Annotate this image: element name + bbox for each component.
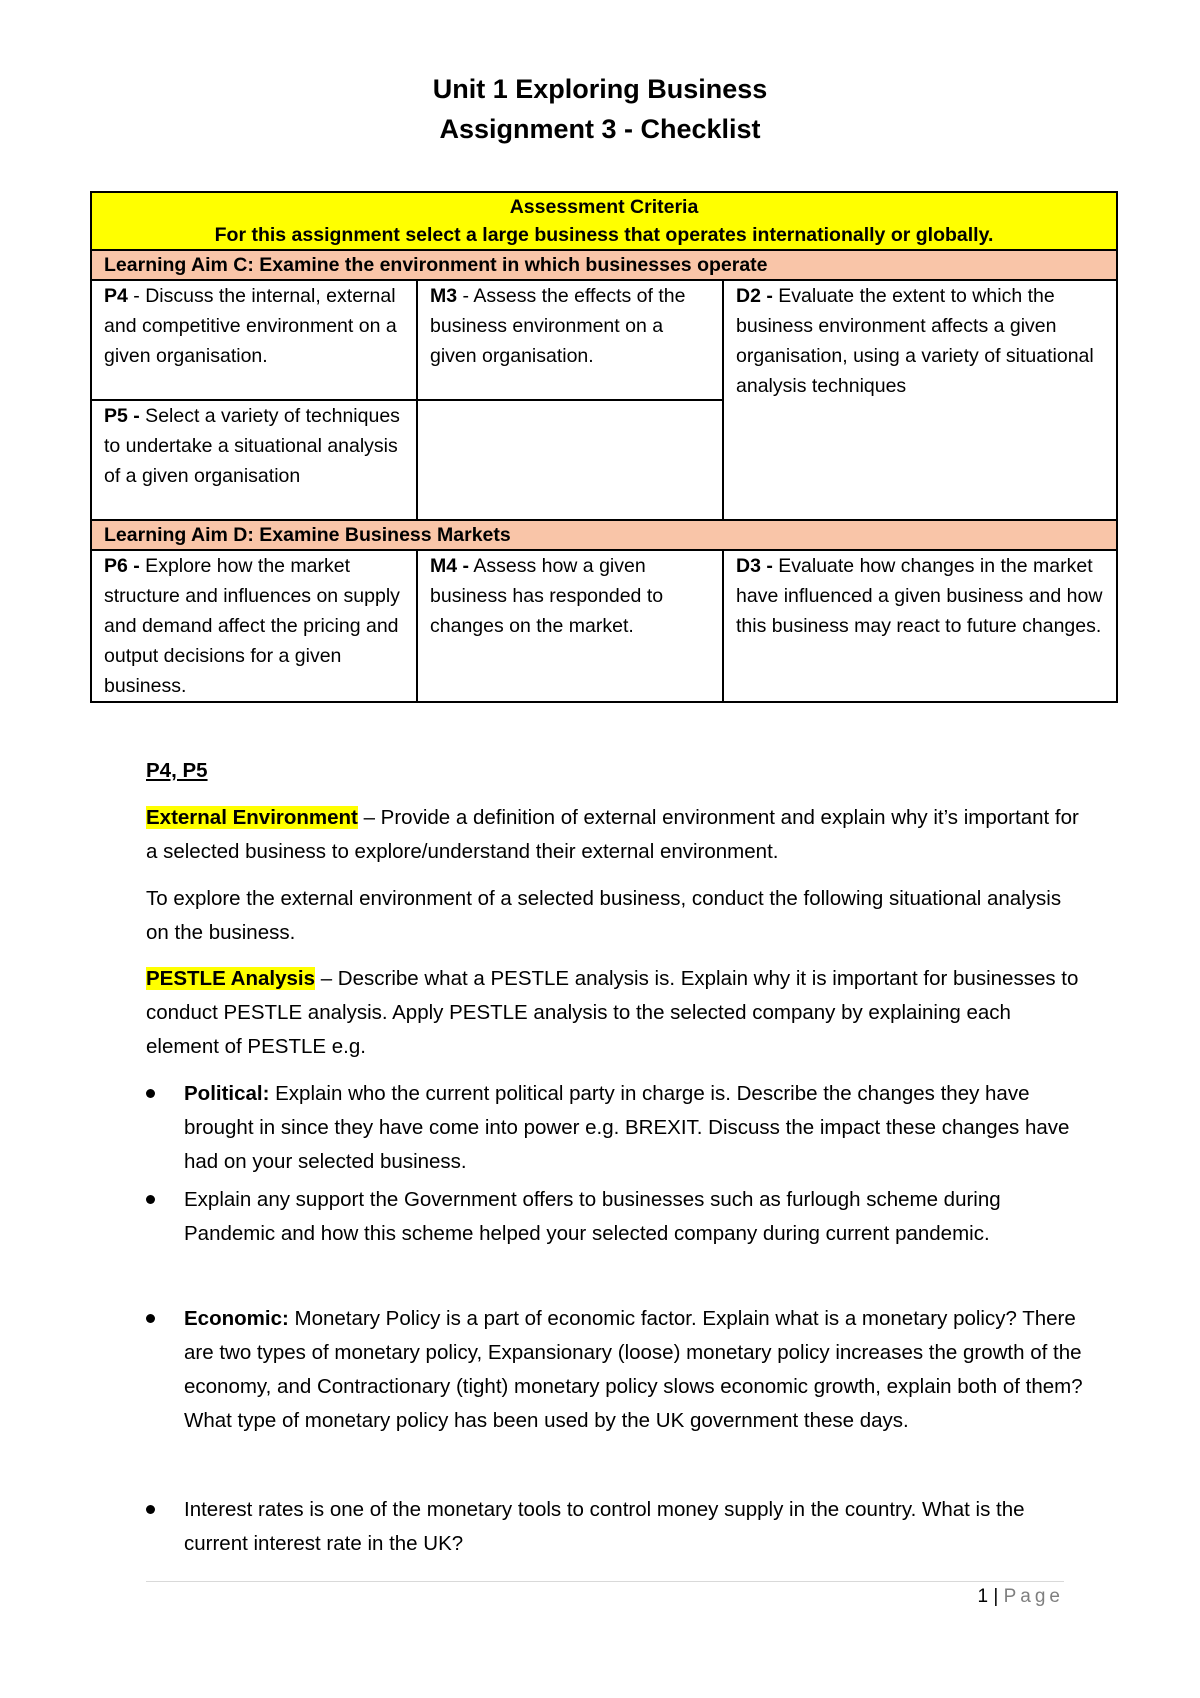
bullet-interest-rates bbox=[146, 1493, 1086, 1561]
aim-d-criteria-row bbox=[91, 550, 1117, 702]
external-environment-text: – Provide a definition of external environment and explain why it’s important for a selected business to explore/understand their external environment. bbox=[146, 806, 1079, 863]
criterion-p6-text: Explore how the market structure and influences on supply and demand affect the pricing and output decisions for a given business. bbox=[104, 555, 400, 697]
external-environment-label: External Environment bbox=[146, 806, 358, 829]
learning-aim-c-row bbox=[91, 250, 1117, 280]
criterion-p4 bbox=[91, 280, 417, 400]
criterion-m3-text: - Assess the effects of the business environment on a given organisation. bbox=[430, 285, 686, 367]
criteria-reference-label: P4, P5 bbox=[146, 759, 208, 782]
page-footer bbox=[978, 1586, 1064, 1608]
bullet-government-support-text: Explain any support the Government offers to businesses such as furlough scheme during Pandemic and how this scheme helped your selected company during current pandemic. bbox=[184, 1188, 1001, 1245]
page-label: Page bbox=[1003, 1586, 1064, 1607]
document-subtitle: Assignment 3 - Checklist bbox=[439, 114, 761, 144]
explore-text: To explore the external environment of a selected business, conduct the following situational analysis on the business. bbox=[146, 887, 1062, 944]
bullet-dot-icon bbox=[146, 1314, 155, 1323]
criterion-p6 bbox=[91, 550, 417, 702]
bullet-dot-icon bbox=[146, 1195, 155, 1204]
bullet-economic-text: Monetary Policy is a part of economic factor. Explain what is a monetary policy? There are two types of monetary policy, Expansionary (loose) monetary policy increases the growth of the economy, and Contractionary (tight) monetary policy slows economic growth, explain both of them? What type of monetary policy has been used by the UK government these days. bbox=[184, 1307, 1083, 1432]
bullet-interest-rates-text: Interest rates is one of the monetary tools to control money supply in the country. What is the current interest rate in the UK? bbox=[184, 1498, 1025, 1555]
criterion-d3 bbox=[723, 550, 1117, 702]
criterion-p5-code: P5 - bbox=[104, 405, 140, 427]
criterion-p5 bbox=[91, 400, 417, 520]
bullet-political-text: Explain who the current political party in charge is. Describe the changes they have brought in since they have come into power e.g. BREXIT. Discuss the impact these changes have had on your selected business. bbox=[184, 1082, 1070, 1173]
pestle-paragraph bbox=[146, 962, 1086, 1064]
pestle-label: PESTLE Analysis bbox=[146, 967, 315, 990]
criterion-d3-code: D3 - bbox=[736, 555, 773, 577]
criterion-d2 bbox=[723, 280, 1117, 520]
criteria-reference bbox=[146, 754, 1086, 788]
assessment-criteria-title: Assessment Criteria bbox=[509, 196, 699, 218]
bullet-economic-label: Economic: bbox=[184, 1307, 289, 1330]
footer-divider bbox=[146, 1581, 1064, 1582]
assessment-criteria-header bbox=[91, 192, 1117, 250]
bullet-political bbox=[146, 1077, 1086, 1179]
table-header-row bbox=[91, 192, 1117, 250]
criterion-d2-text: Evaluate the extent to which the business environment affects a given organisation, using a variety of situational analysis techniques bbox=[736, 285, 1094, 397]
empty-cell bbox=[417, 400, 723, 520]
criterion-m3-code: M3 bbox=[430, 285, 458, 307]
document-title: Unit 1 Exploring Business bbox=[432, 74, 768, 104]
assessment-criteria-instruction: For this assignment select a large business that operates internationally or globally. bbox=[214, 224, 994, 246]
pestle-text: – Describe what a PESTLE analysis is. Explain why it is important for businesses to conduct PESTLE analysis. Apply PESTLE analysis to the selected company by explaining each element of PESTLE e.g. bbox=[146, 967, 1079, 1058]
bullet-government-support bbox=[146, 1183, 1086, 1251]
criterion-d2-code: D2 - bbox=[736, 285, 773, 307]
criterion-m4 bbox=[417, 550, 723, 702]
explore-paragraph bbox=[146, 882, 1086, 950]
criterion-m4-code: M4 - bbox=[430, 555, 469, 577]
criterion-m3 bbox=[417, 280, 723, 400]
learning-aim-d: Learning Aim D: Examine Business Markets bbox=[91, 520, 1117, 550]
external-environment-paragraph bbox=[146, 801, 1086, 869]
criterion-p4-code: P4 bbox=[104, 285, 128, 307]
criterion-m4-text: Assess how a given business has responded to changes on the market. bbox=[430, 555, 664, 637]
criterion-p5-text: Select a variety of techniques to undertake a situational analysis of a given organisation bbox=[104, 405, 400, 487]
bullet-political-label: Political: bbox=[184, 1082, 270, 1105]
page-separator: | bbox=[988, 1586, 1004, 1607]
aim-c-criteria-row bbox=[91, 280, 1117, 400]
bullet-dot-icon bbox=[146, 1505, 155, 1514]
criterion-p4-text: - Discuss the internal, external and competitive environment on a given organisation. bbox=[104, 285, 397, 367]
learning-aim-c: Learning Aim C: Examine the environment in which businesses operate bbox=[91, 250, 1117, 280]
criterion-p6-code: P6 - bbox=[104, 555, 140, 577]
criterion-d3-text: Evaluate how changes in the market have influenced a given business and how this business may react to future changes. bbox=[736, 555, 1103, 637]
learning-aim-d-row bbox=[91, 520, 1117, 550]
assessment-criteria-table bbox=[90, 191, 1118, 703]
page-number: 1 bbox=[977, 1586, 989, 1607]
bullet-economic bbox=[146, 1302, 1086, 1438]
bullet-dot-icon bbox=[146, 1089, 155, 1098]
